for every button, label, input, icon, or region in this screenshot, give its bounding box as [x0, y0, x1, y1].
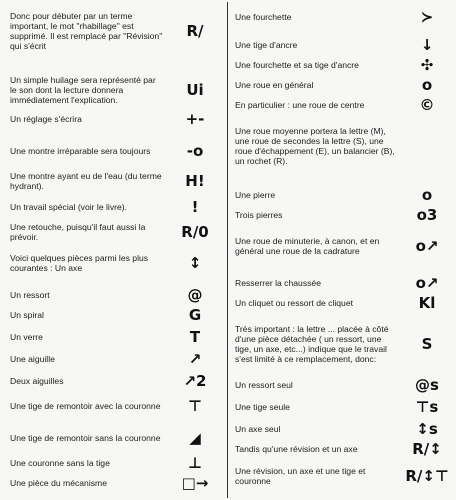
- list-item: [235, 38, 453, 52]
- roue-symbol-icon: o: [421, 76, 433, 94]
- fourchette-tige-symbol-icon: ✣: [420, 56, 434, 74]
- list-item: [10, 70, 222, 110]
- item-text: Un simple huilage sera représenté par le son dont la lecture donnera immédiatement l'explication.: [10, 75, 156, 105]
- item-text: Un réglage s'écrira: [10, 114, 82, 124]
- list-item: [10, 374, 222, 388]
- axe-seul-symbol-icon: ↕s: [416, 420, 438, 438]
- eau-symbol-icon: H!: [185, 172, 205, 190]
- revision-symbol-icon: R/: [186, 22, 204, 40]
- verre-symbol-icon: T: [189, 328, 201, 346]
- item-text: Une tige d'ancre: [235, 40, 298, 50]
- item-text: Une pièce du mécanisme: [10, 478, 107, 488]
- spiral-symbol-icon: G: [188, 306, 202, 324]
- revision-axe-symbol-icon: R/↕: [412, 440, 442, 458]
- list-item: [235, 78, 453, 92]
- item-text: Un ressort: [10, 290, 50, 300]
- fourchette-symbol-icon: ≻: [420, 8, 434, 26]
- item-text: Une aiguille: [10, 354, 55, 364]
- tige-seule-symbol-icon: ⊤s: [415, 398, 439, 416]
- item-text: Deux aiguilles: [10, 376, 64, 386]
- revision-axe-tige-symbol-icon: R/↕⊤: [405, 467, 449, 485]
- item-text: Un travail spécial (voir le livre).: [10, 202, 128, 212]
- list-item: [10, 168, 222, 194]
- list-item: [235, 296, 453, 310]
- huilage-symbol-icon: Ui: [186, 81, 204, 99]
- list-item: [10, 476, 222, 490]
- list-item: [235, 98, 453, 112]
- list-item: [235, 318, 453, 370]
- ressort-seul-symbol-icon: @s: [415, 376, 439, 394]
- item-text: Donc pour débuter par un terme important, le mot "rhabillage" est supprimé. Il est remplacé par "Révision" qui s'écrit: [10, 11, 163, 51]
- item-text: En particulier : une roue de centre: [235, 100, 365, 110]
- couronne-symbol-icon: ⊥: [188, 454, 202, 472]
- item-text: Un verre: [10, 332, 43, 342]
- item-text: Une révision, un axe et une tige et couronne: [235, 466, 366, 486]
- s-letter-symbol-icon: S: [421, 335, 433, 353]
- item-text: Un axe seul: [235, 424, 281, 434]
- list-item: [235, 10, 453, 24]
- item-text: Une fourchette: [235, 12, 292, 22]
- item-text: Très important : la lettre ... placée à côté d'une pièce détachée ( un ressort, une tige, un axe, etc...) indique que le travail s'est limité à ce remplacement, donc:: [235, 324, 389, 364]
- item-text: Une roue de minuterie, à canon, et en général une roue de la cadrature: [235, 236, 380, 256]
- list-item: [235, 58, 453, 72]
- column-divider: [227, 2, 228, 498]
- item-text: Une tige de remontoir avec la couronne: [10, 401, 161, 411]
- cliquet-symbol-icon: Kl: [418, 294, 436, 312]
- irreparable-symbol-icon: -o: [186, 142, 204, 160]
- item-text: Une roue moyenne portera la lettre (M), une roue de secondes la lettre (S), une roue d'échappement (E), un balancier (B), un rochet (R).: [235, 126, 395, 166]
- list-item: [235, 442, 453, 456]
- list-item: [10, 456, 222, 470]
- item-text: Une retouche, puisqu'il faut aussi la prévoir.: [10, 222, 146, 242]
- list-item: [235, 378, 453, 392]
- chaussee-symbol-icon: o↗: [415, 274, 439, 292]
- tige-couronne-symbol-icon: ⊤: [188, 397, 202, 415]
- item-text: Resserrer la chaussée: [235, 278, 321, 288]
- list-item: [10, 200, 222, 214]
- item-text: Une couronne sans la tige: [10, 458, 110, 468]
- list-item: [10, 112, 222, 126]
- item-text: Une pierre: [235, 190, 276, 200]
- roue-minuterie-symbol-icon: o↗: [415, 237, 439, 255]
- list-item: [235, 276, 453, 290]
- travail-special-symbol-icon: !: [191, 198, 199, 216]
- list-item: [235, 120, 453, 172]
- pierre-symbol-icon: o: [421, 186, 433, 204]
- list-item: [235, 464, 453, 488]
- item-text: Une montre irréparable sera toujours: [10, 146, 151, 156]
- ressort-symbol-icon: @: [187, 286, 203, 304]
- list-item: [10, 138, 222, 164]
- item-text: Un spiral: [10, 310, 44, 320]
- mecanisme-symbol-icon: □→: [181, 474, 209, 492]
- list-item: [10, 288, 222, 302]
- item-text: Une roue en général: [235, 80, 314, 90]
- list-item: [10, 6, 222, 56]
- deux-aiguilles-symbol-icon: ↗2: [183, 372, 207, 390]
- list-item: [235, 228, 453, 264]
- item-text: Une tige seule: [235, 402, 290, 412]
- item-text: Une tige de remontoir sans la couronne: [10, 433, 161, 443]
- list-item: [235, 400, 453, 414]
- aiguille-symbol-icon: ↗: [188, 350, 202, 368]
- trois-pierres-symbol-icon: o3: [416, 206, 438, 224]
- list-item: [10, 394, 222, 418]
- item-text: Une montre ayant eu de l'eau (du terme hydrant).: [10, 171, 162, 191]
- left-column: [0, 0, 226, 500]
- item-text: Un ressort seul: [235, 380, 293, 390]
- item-text: Un cliquet ou ressort de cliquet: [235, 298, 353, 308]
- axe-symbol-icon: ↕: [188, 254, 202, 272]
- roue-centre-symbol-icon: ©: [419, 96, 435, 114]
- item-text: Voici quelques pièces parmi les plus courantes : Un axe: [10, 253, 149, 273]
- right-column: [229, 0, 456, 500]
- list-item: [235, 188, 453, 202]
- list-item: [235, 208, 453, 222]
- item-text: Une fourchette et sa tige d'ancre: [235, 60, 359, 70]
- tige-sans-couronne-symbol-icon: ◢: [189, 429, 201, 447]
- list-item: [235, 422, 453, 436]
- item-text: Tandis qu'une révision et un axe: [235, 444, 358, 454]
- reglage-symbol-icon: +-: [185, 110, 205, 128]
- list-item: [10, 220, 222, 244]
- list-item: [10, 426, 222, 450]
- item-text: Trois pierres: [235, 210, 283, 220]
- retouche-symbol-icon: R/0: [181, 223, 209, 241]
- list-item: [10, 330, 222, 344]
- list-item: [10, 246, 222, 280]
- tige-ancre-symbol-icon: ↓: [420, 36, 434, 54]
- list-item: [10, 352, 222, 366]
- list-item: [10, 308, 222, 322]
